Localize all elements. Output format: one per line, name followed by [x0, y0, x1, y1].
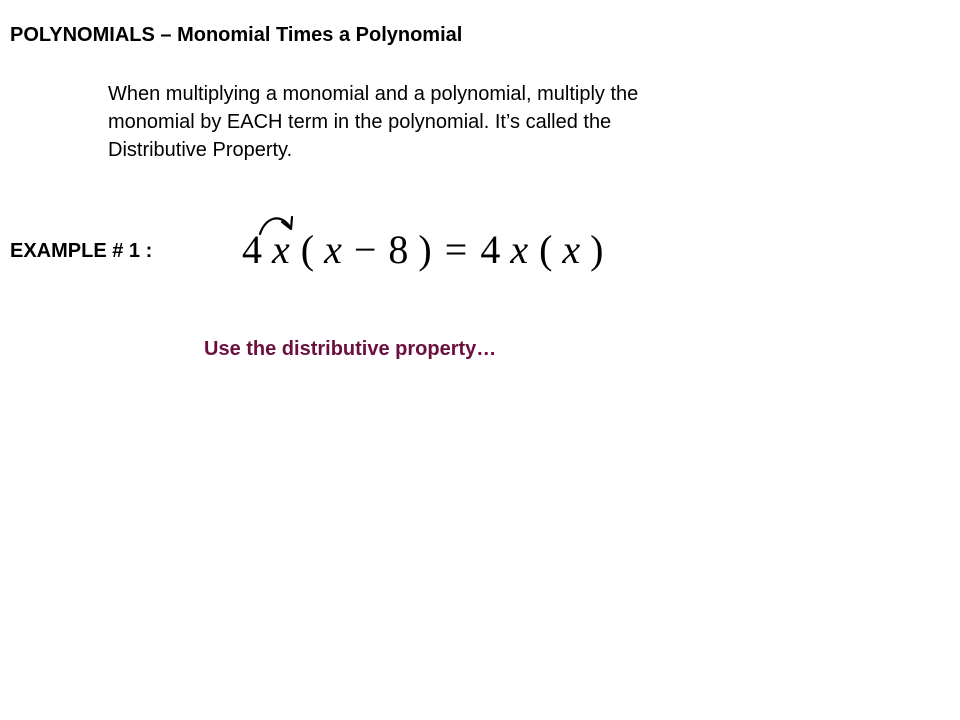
- close-paren: ): [418, 227, 432, 272]
- inner-variable: x: [324, 227, 342, 272]
- example-label: EXAMPLE # 1 :: [10, 240, 153, 262]
- rhs-open-paren: (: [539, 227, 553, 272]
- rhs-inner-variable: x: [562, 227, 581, 272]
- rhs-variable: x: [510, 227, 529, 272]
- equation-graphic: [238, 205, 604, 285]
- intro-line: When multiplying a monomial and a polynomial, multiply the: [108, 83, 639, 105]
- open-paren: (: [300, 227, 315, 272]
- equation-text: [242, 227, 604, 272]
- inner-constant: 8: [388, 227, 409, 272]
- lhs-variable: x: [272, 227, 290, 272]
- equals-sign: =: [444, 227, 468, 272]
- intro-line: monomial by EACH term in the polynomial. It’s called the: [108, 111, 612, 133]
- rhs-coefficient: 4: [480, 227, 501, 272]
- intro-line: Distributive Property.: [108, 139, 293, 161]
- minus-sign: −: [353, 227, 377, 272]
- rhs-close-paren: ): [590, 227, 604, 272]
- example-equation: [238, 205, 604, 285]
- slide-title: POLYNOMIALS – Monomial Times a Polynomial: [10, 24, 463, 46]
- intro-paragraph: [108, 80, 758, 164]
- lhs-coefficient: 4: [242, 227, 262, 272]
- hint-text: Use the distributive property…: [204, 338, 497, 360]
